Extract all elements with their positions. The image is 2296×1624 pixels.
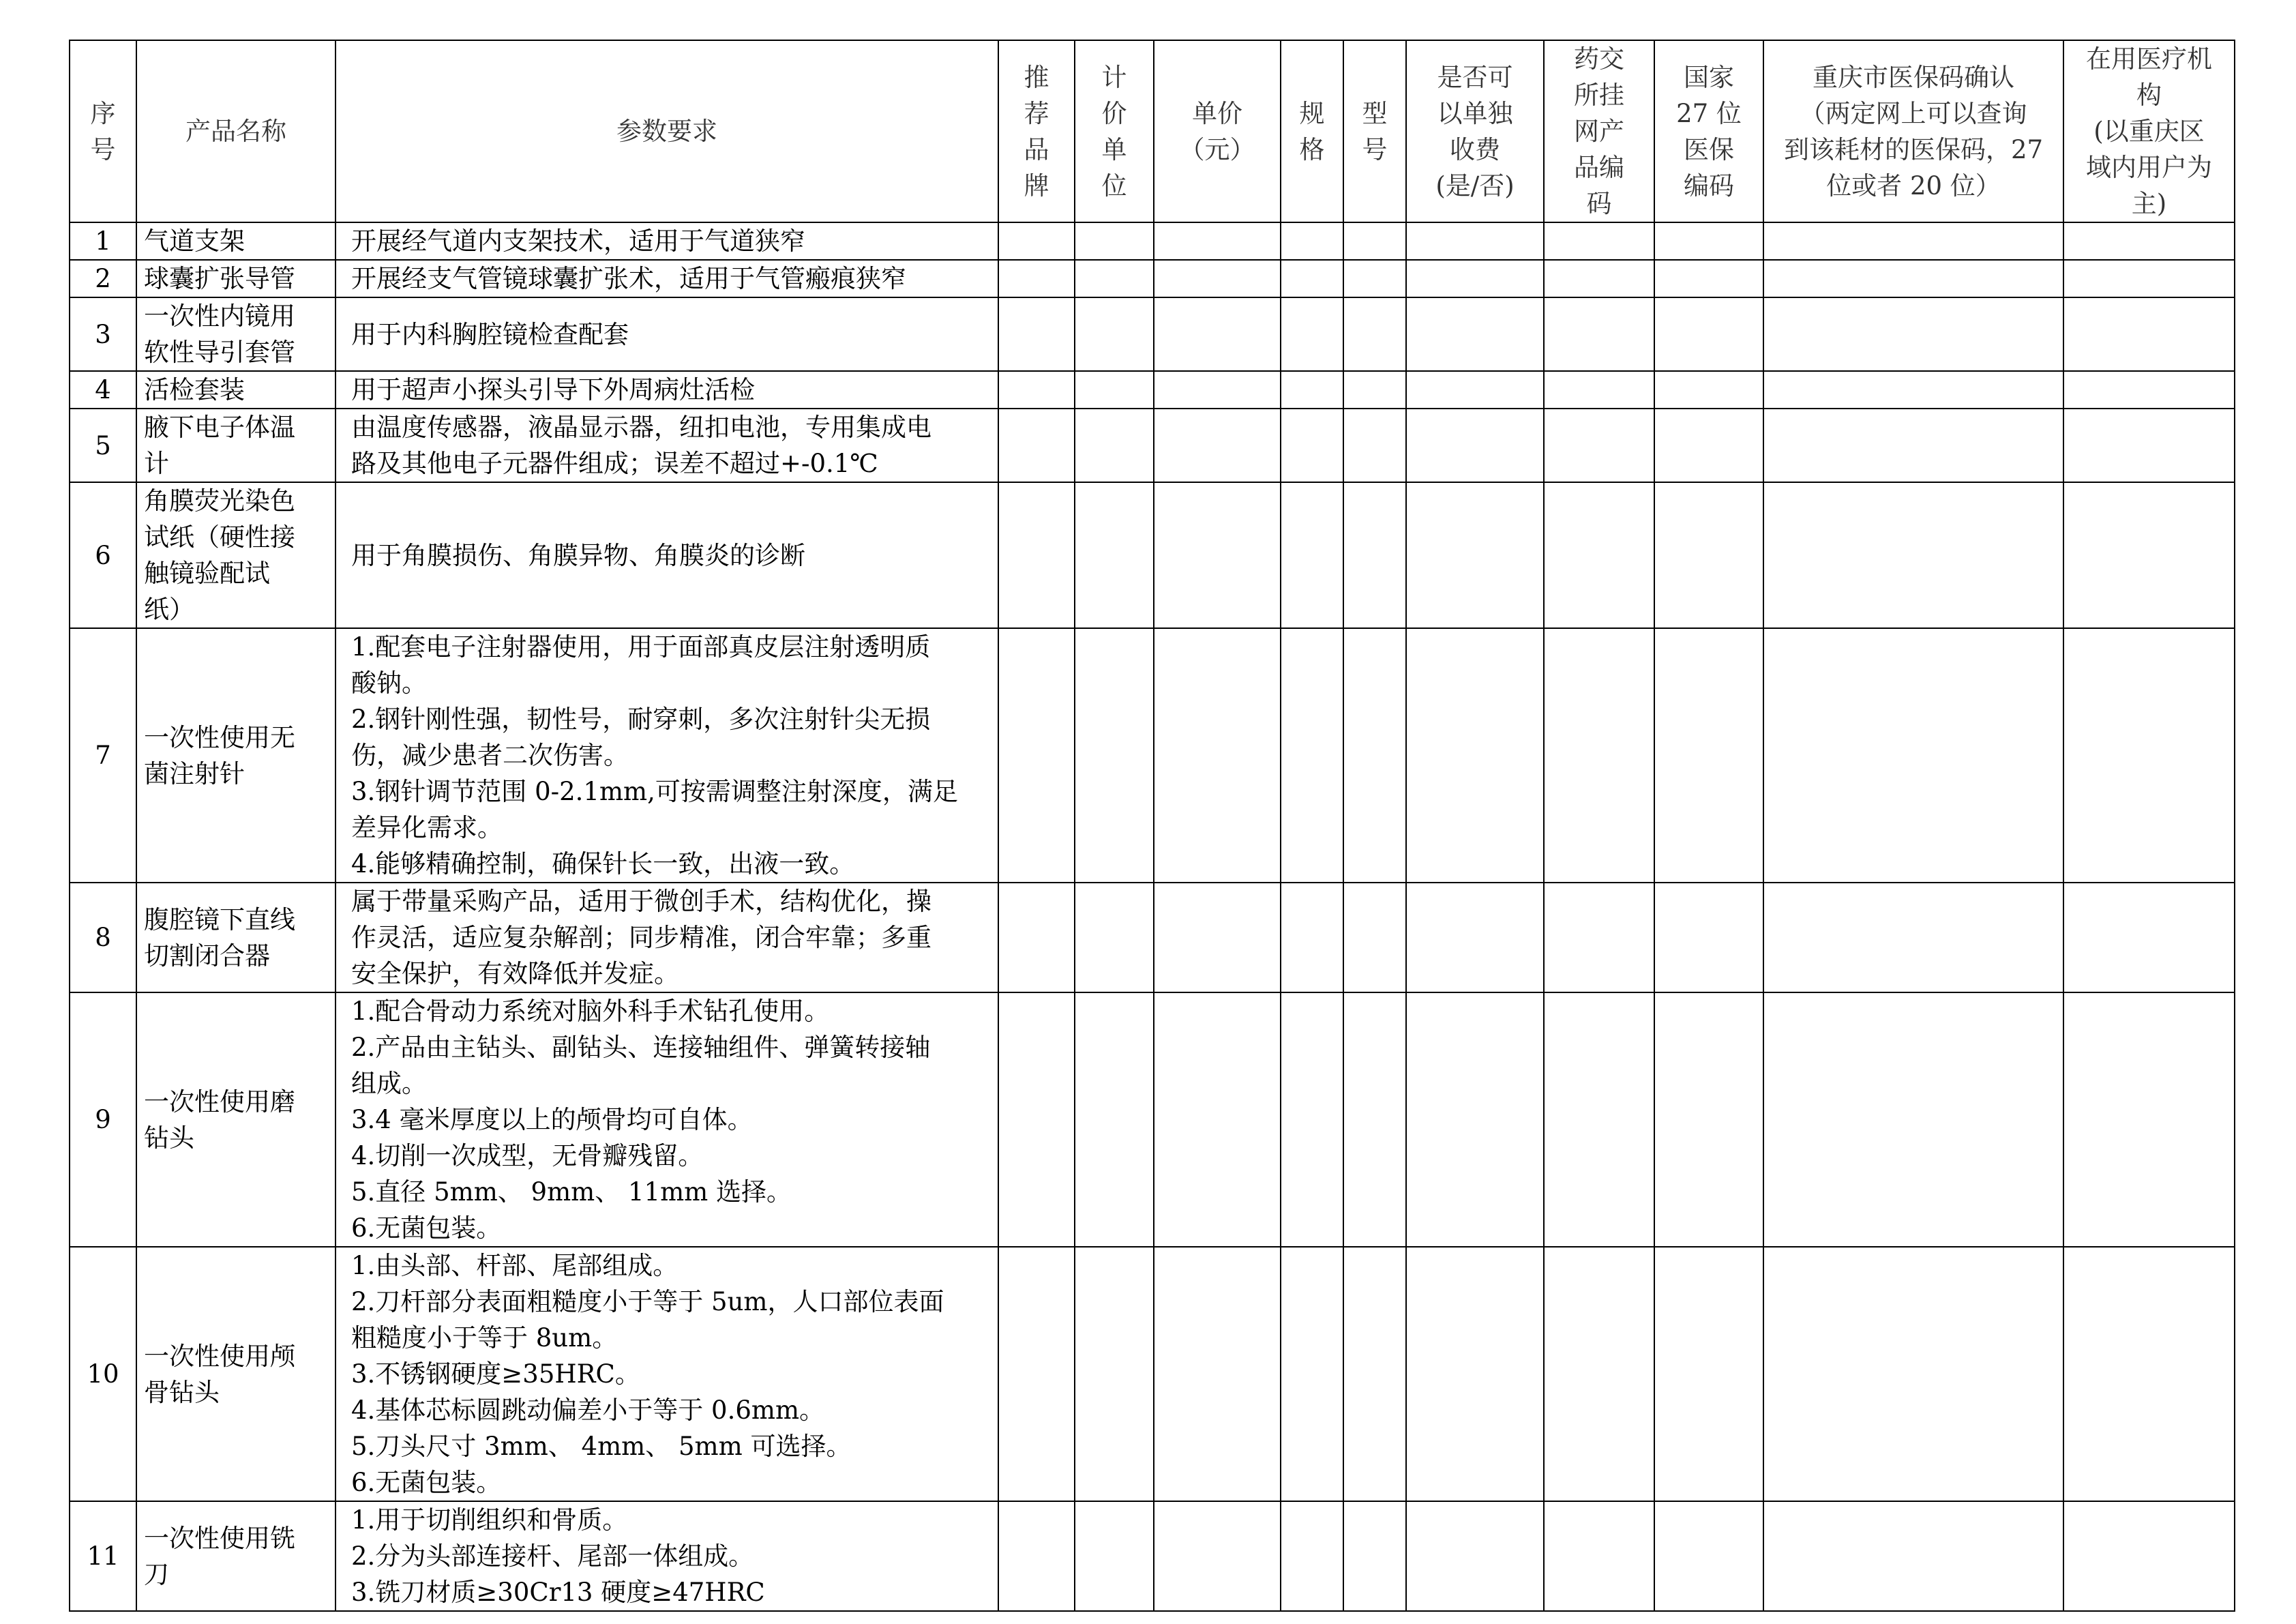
cell-separately-chargeable[interactable]: [1406, 883, 1544, 992]
row-seq: 5: [70, 409, 136, 482]
product-name-line: 刀: [144, 1559, 169, 1589]
cell-separately-chargeable[interactable]: [1406, 297, 1544, 371]
parameter-line: 用于超声小探头引导下外周病灶活检: [351, 375, 755, 404]
row-seq: 6: [70, 482, 136, 628]
cell-national-code[interactable]: [1654, 1501, 1763, 1611]
row-product-name: [136, 1247, 336, 1501]
parameter-line: 1.配套电子注射器使用，用于面部真皮层注射透明质: [351, 632, 931, 662]
cell-national-code[interactable]: [1654, 409, 1763, 482]
cell-medical-institutions[interactable]: [2063, 371, 2235, 409]
cell-model[interactable]: [1343, 482, 1406, 628]
header-line: 牌: [1024, 171, 1049, 201]
cell-unit-price[interactable]: [1154, 409, 1281, 482]
row-parameters: [336, 222, 998, 260]
header-medical-institutions: [2063, 40, 2235, 222]
row-parameters: [336, 883, 998, 992]
row-product-name: [136, 371, 336, 409]
cell-separately-chargeable[interactable]: [1406, 409, 1544, 482]
row-parameters: [336, 992, 998, 1247]
cell-national-code[interactable]: [1654, 260, 1763, 297]
table-row: [70, 1247, 2235, 1501]
header-line: 单价: [1192, 98, 1242, 128]
product-table-container: [69, 40, 2235, 1612]
product-name-line: 一次性使用无: [144, 722, 295, 752]
cell-pricing-unit[interactable]: [1075, 1501, 1154, 1611]
product-name-line: 切割闭合器: [144, 941, 270, 971]
cell-pricing-unit[interactable]: [1075, 297, 1154, 371]
cell-specification[interactable]: [1281, 992, 1343, 1247]
table-row: [70, 297, 2235, 371]
cell-medical-institutions[interactable]: [2063, 297, 2235, 371]
cell-recommended-brand[interactable]: [998, 260, 1075, 297]
cell-specification[interactable]: [1281, 628, 1343, 883]
cell-drug-exchange-code[interactable]: [1544, 1247, 1654, 1501]
cell-separately-chargeable[interactable]: [1406, 222, 1544, 260]
parameter-line: 6.无菌包装。: [351, 1468, 502, 1497]
cell-national-code[interactable]: [1654, 482, 1763, 628]
parameter-line: 3.铣刀材质≥30Cr13 硬度≥47HRC: [351, 1578, 765, 1607]
row-product-name: [136, 260, 336, 297]
cell-separately-chargeable[interactable]: [1406, 1501, 1544, 1611]
cell-medical-institutions[interactable]: [2063, 883, 2235, 992]
header-line: （两定网上可以查询: [1800, 98, 2027, 128]
cell-specification[interactable]: [1281, 371, 1343, 409]
cell-drug-exchange-code[interactable]: [1544, 409, 1654, 482]
header-line: 格: [1299, 134, 1325, 164]
cell-drug-exchange-code[interactable]: [1544, 883, 1654, 992]
header-line: 医保: [1684, 134, 1734, 164]
cell-separately-chargeable[interactable]: [1406, 371, 1544, 409]
cell-pricing-unit[interactable]: [1075, 222, 1154, 260]
cell-recommended-brand[interactable]: [998, 1247, 1075, 1501]
row-parameters: [336, 260, 998, 297]
cell-pricing-unit[interactable]: [1075, 628, 1154, 883]
parameter-line: 4.基体芯标圆跳动偏差小于等于 0.6mm。: [351, 1396, 825, 1425]
header-line: 构: [2136, 80, 2162, 110]
parameter-line: 2.分为头部连接杆、尾部一体组成。: [351, 1541, 754, 1571]
cell-unit-price[interactable]: [1154, 1501, 1281, 1611]
cell-model[interactable]: [1343, 883, 1406, 992]
row-parameters: [336, 628, 998, 883]
product-name-line: 一次性使用铣: [144, 1523, 295, 1553]
product-name-line: 菌注射针: [144, 758, 245, 788]
cell-medical-institutions[interactable]: [2063, 1247, 2235, 1501]
header-line: 编码: [1684, 171, 1734, 201]
header-line: 单: [1101, 134, 1127, 164]
cell-medical-institutions[interactable]: [2063, 628, 2235, 883]
header-line: 价: [1101, 98, 1127, 128]
cell-chongqing-code[interactable]: [1763, 297, 2063, 371]
cell-specification[interactable]: [1281, 297, 1343, 371]
header-line: 在用医疗机: [2086, 44, 2212, 74]
cell-national-code[interactable]: [1654, 883, 1763, 992]
cell-drug-exchange-code[interactable]: [1544, 628, 1654, 883]
parameter-line: 4.切削一次成型，无骨瓣残留。: [351, 1141, 704, 1170]
cell-pricing-unit[interactable]: [1075, 482, 1154, 628]
parameter-line: 3.4 毫米厚度以上的颅骨均可自体。: [351, 1105, 753, 1134]
cell-model[interactable]: [1343, 1247, 1406, 1501]
header-line: 到该耗材的医保码，27: [1783, 134, 2044, 164]
cell-drug-exchange-code[interactable]: [1544, 297, 1654, 371]
cell-medical-institutions[interactable]: [2063, 260, 2235, 297]
header-model: [1343, 40, 1406, 222]
cell-drug-exchange-code[interactable]: [1544, 992, 1654, 1247]
row-product-name: [136, 883, 336, 992]
parameter-line: 属于带量采购产品，适用于微创手术，结构优化，操: [351, 887, 931, 916]
table-row: [70, 371, 2235, 409]
parameter-line: 用于内科胸腔镜检查配套: [351, 319, 629, 349]
product-name-line: 计: [144, 449, 169, 478]
cell-medical-institutions[interactable]: [2063, 482, 2235, 628]
product-name-line: 一次性使用磨: [144, 1087, 295, 1117]
row-product-name: [136, 222, 336, 260]
cell-separately-chargeable[interactable]: [1406, 260, 1544, 297]
cell-chongqing-code[interactable]: [1763, 482, 2063, 628]
cell-model[interactable]: [1343, 628, 1406, 883]
header-line: 网产: [1574, 117, 1624, 146]
parameter-line: 酸钠。: [351, 668, 427, 698]
header-line: 参数要求: [616, 117, 717, 146]
header-line: 计: [1101, 62, 1127, 92]
cell-national-code[interactable]: [1654, 628, 1763, 883]
header-line: 所挂: [1574, 80, 1624, 110]
header-line: 号: [1362, 134, 1388, 164]
row-parameters: [336, 1501, 998, 1611]
table-row: [70, 883, 2235, 992]
parameter-line: 1.配合骨动力系统对脑外科手术钻孔使用。: [351, 996, 830, 1026]
parameter-line: 路及其他电子元器件组成；误差不超过+-0.1℃: [351, 449, 878, 478]
cell-medical-institutions[interactable]: [2063, 1501, 2235, 1611]
cell-model[interactable]: [1343, 222, 1406, 260]
header-line: 产品名称: [185, 117, 286, 146]
row-seq: 9: [70, 992, 136, 1247]
cell-pricing-unit[interactable]: [1075, 1247, 1154, 1501]
cell-separately-chargeable[interactable]: [1406, 482, 1544, 628]
cell-chongqing-code[interactable]: [1763, 883, 2063, 992]
header-line: 品编: [1574, 153, 1624, 182]
header-line: 码: [1586, 189, 1612, 218]
product-name-line: 软性导引套管: [144, 338, 295, 367]
table-row: [70, 222, 2235, 260]
cell-separately-chargeable[interactable]: [1406, 1247, 1544, 1501]
header-line: 是否可: [1437, 62, 1513, 92]
cell-national-code[interactable]: [1654, 992, 1763, 1247]
parameter-line: 5.直径 5mm、 9mm、 11mm 选择。: [351, 1177, 792, 1207]
cell-chongqing-code[interactable]: [1763, 260, 2063, 297]
parameter-line: 3.不锈钢硬度≥35HRC。: [351, 1359, 640, 1389]
cell-specification[interactable]: [1281, 1501, 1343, 1611]
parameter-line: 用于角膜损伤、角膜异物、角膜炎的诊断: [351, 540, 805, 570]
product-name-line: 一次性使用颅: [144, 1341, 295, 1371]
row-seq: 10: [70, 1247, 136, 1501]
product-name-line: 球囊扩张导管: [144, 264, 295, 293]
header-recommended-brand: [998, 40, 1075, 222]
header-line: 药交: [1574, 44, 1624, 74]
cell-medical-institutions[interactable]: [2063, 409, 2235, 482]
parameter-line: 4.能够精确控制，确保针长一致，出液一致。: [351, 849, 855, 879]
parameter-line: 由温度传感器，液晶显示器，纽扣电池，专用集成电: [351, 413, 931, 442]
row-parameters: [336, 409, 998, 482]
cell-national-code[interactable]: [1654, 222, 1763, 260]
header-line: 规: [1299, 98, 1325, 128]
parameter-line: 1.用于切削组织和骨质。: [351, 1505, 628, 1535]
header-line: （元）: [1179, 134, 1255, 164]
parameter-line: 1.由头部、杆部、尾部组成。: [351, 1251, 679, 1280]
header-parameters: [336, 40, 998, 222]
parameter-line: 伤，减少患者二次伤害。: [351, 741, 629, 770]
row-product-name: [136, 297, 336, 371]
cell-recommended-brand[interactable]: [998, 297, 1075, 371]
cell-pricing-unit[interactable]: [1075, 409, 1154, 482]
row-seq: 11: [70, 1501, 136, 1611]
cell-unit-price[interactable]: [1154, 628, 1281, 883]
cell-chongqing-code[interactable]: [1763, 371, 2063, 409]
header-line: 27 位: [1676, 98, 1742, 128]
cell-recommended-brand[interactable]: [998, 222, 1075, 260]
cell-specification[interactable]: [1281, 482, 1343, 628]
cell-unit-price[interactable]: [1154, 222, 1281, 260]
cell-separately-chargeable[interactable]: [1406, 992, 1544, 1247]
product-name-line: 气道支架: [144, 226, 245, 256]
header-line: 荐: [1024, 98, 1049, 128]
header-separately-chargeable: [1406, 40, 1544, 222]
parameter-line: 开展经支气管镜球囊扩张术，适用于气管瘢痕狭窄: [351, 264, 906, 293]
table-row: [70, 628, 2235, 883]
header-line: (是/否): [1435, 171, 1515, 201]
row-parameters: [336, 1247, 998, 1501]
cell-chongqing-code[interactable]: [1763, 1247, 2063, 1501]
header-national-code: [1654, 40, 1763, 222]
header-line: 收费: [1450, 134, 1500, 164]
parameter-line: 差异化需求。: [351, 813, 503, 842]
cell-model[interactable]: [1343, 371, 1406, 409]
row-parameters: [336, 297, 998, 371]
table-body: [70, 222, 2235, 1611]
header-drug-exchange-code: [1544, 40, 1654, 222]
cell-unit-price[interactable]: [1154, 371, 1281, 409]
row-product-name: [136, 482, 336, 628]
cell-chongqing-code[interactable]: [1763, 409, 2063, 482]
cell-unit-price[interactable]: [1154, 482, 1281, 628]
product-requirements-table: [69, 40, 2235, 1612]
table-row: [70, 260, 2235, 297]
product-name-line: 一次性内镜用: [144, 301, 295, 331]
table-row: [70, 409, 2235, 482]
table-row: [70, 482, 2235, 628]
cell-drug-exchange-code[interactable]: [1544, 482, 1654, 628]
header-line: 国家: [1684, 62, 1734, 92]
cell-medical-institutions[interactable]: [2063, 222, 2235, 260]
cell-recommended-brand[interactable]: [998, 1501, 1075, 1611]
cell-medical-institutions[interactable]: [2063, 992, 2235, 1247]
row-seq: 1: [70, 222, 136, 260]
row-seq: 2: [70, 260, 136, 297]
row-seq: 3: [70, 297, 136, 371]
parameter-line: 组成。: [351, 1069, 427, 1098]
cell-unit-price[interactable]: [1154, 1247, 1281, 1501]
header-line: 型: [1362, 98, 1388, 128]
parameter-line: 作灵活，适应复杂解剖；同步精准，闭合牢靠；多重: [351, 923, 931, 952]
parameter-line: 开展经气道内支架技术，适用于气道狭窄: [351, 226, 805, 256]
cell-specification[interactable]: [1281, 409, 1343, 482]
table-row: [70, 1501, 2235, 1611]
row-seq: 4: [70, 371, 136, 409]
cell-chongqing-code[interactable]: [1763, 628, 2063, 883]
cell-chongqing-code[interactable]: [1763, 222, 2063, 260]
product-name-line: 腹腔镜下直线: [144, 904, 295, 934]
header-seq: [70, 40, 136, 222]
cell-unit-price[interactable]: [1154, 260, 1281, 297]
row-product-name: [136, 1501, 336, 1611]
product-name-line: 试纸（硬性接: [144, 522, 295, 552]
header-line: 推: [1024, 62, 1049, 92]
cell-drug-exchange-code[interactable]: [1544, 1501, 1654, 1611]
cell-recommended-brand[interactable]: [998, 371, 1075, 409]
cell-pricing-unit[interactable]: [1075, 883, 1154, 992]
cell-specification[interactable]: [1281, 260, 1343, 297]
product-name-line: 钻头: [144, 1123, 194, 1153]
cell-drug-exchange-code[interactable]: [1544, 260, 1654, 297]
cell-chongqing-code[interactable]: [1763, 992, 2063, 1247]
parameter-line: 粗糙度小于等于 8um。: [351, 1323, 618, 1353]
header-line: 品: [1024, 134, 1049, 164]
cell-recommended-brand[interactable]: [998, 409, 1075, 482]
product-name-line: 触镜验配试: [144, 559, 270, 588]
row-parameters: [336, 371, 998, 409]
row-product-name: [136, 409, 336, 482]
cell-specification[interactable]: [1281, 883, 1343, 992]
row-product-name: [136, 992, 336, 1247]
cell-model[interactable]: [1343, 260, 1406, 297]
cell-recommended-brand[interactable]: [998, 482, 1075, 628]
cell-drug-exchange-code[interactable]: [1544, 371, 1654, 409]
parameter-line: 3.钢针调节范围 0-2.1mm,可按需调整注射深度，满足: [351, 777, 958, 806]
cell-national-code[interactable]: [1654, 297, 1763, 371]
cell-pricing-unit[interactable]: [1075, 260, 1154, 297]
table-row: [70, 992, 2235, 1247]
cell-specification[interactable]: [1281, 1247, 1343, 1501]
header-pricing-unit: [1075, 40, 1154, 222]
cell-specification[interactable]: [1281, 222, 1343, 260]
header-line: 域内用户为: [2086, 153, 2212, 182]
parameter-line: 2.刀杆部分表面粗糙度小于等于 5um，人口部位表面: [351, 1287, 944, 1316]
header-specification: [1281, 40, 1343, 222]
product-name-line: 纸）: [144, 595, 194, 624]
parameter-line: 5.刀头尺寸 3mm、 4mm、 5mm 可选择。: [351, 1432, 852, 1461]
cell-unit-price[interactable]: [1154, 883, 1281, 992]
header-line: 主): [2131, 189, 2167, 218]
cell-model[interactable]: [1343, 409, 1406, 482]
cell-national-code[interactable]: [1654, 371, 1763, 409]
cell-model[interactable]: [1343, 992, 1406, 1247]
product-name-line: 活检套装: [144, 375, 245, 404]
row-parameters: [336, 482, 998, 628]
product-name-line: 角膜荧光染色: [144, 486, 295, 516]
cell-separately-chargeable[interactable]: [1406, 628, 1544, 883]
cell-model[interactable]: [1343, 297, 1406, 371]
cell-national-code[interactable]: [1654, 1247, 1763, 1501]
cell-recommended-brand[interactable]: [998, 992, 1075, 1247]
header-product-name: [136, 40, 336, 222]
header-line: 以单独: [1437, 98, 1513, 128]
product-name-line: 腋下电子体温: [144, 413, 295, 442]
header-line: 位: [1101, 171, 1127, 201]
row-seq: 7: [70, 628, 136, 883]
header-line: 位或者 20 位）: [1826, 171, 2001, 201]
parameter-line: 2.产品由主钻头、副钻头、连接轴组件、弹簧转接轴: [351, 1033, 931, 1062]
cell-pricing-unit[interactable]: [1075, 992, 1154, 1247]
product-name-line: 骨钻头: [144, 1377, 220, 1407]
header-line: 号: [90, 134, 116, 164]
cell-chongqing-code[interactable]: [1763, 1501, 2063, 1611]
parameter-line: 6.无菌包装。: [351, 1213, 502, 1243]
header-line: (以重庆区: [2093, 117, 2205, 146]
cell-drug-exchange-code[interactable]: [1544, 222, 1654, 260]
table-header-row: [70, 40, 2235, 222]
header-unit-price: [1154, 40, 1281, 222]
cell-recommended-brand[interactable]: [998, 883, 1075, 992]
row-product-name: [136, 628, 336, 883]
cell-model[interactable]: [1343, 1501, 1406, 1611]
header-chongqing-code: [1763, 40, 2063, 222]
header-line: 重庆市医保码确认: [1813, 62, 2014, 92]
row-seq: 8: [70, 883, 136, 992]
header-line: 序: [90, 98, 116, 128]
cell-unit-price[interactable]: [1154, 992, 1281, 1247]
parameter-line: 安全保护，有效降低并发症。: [351, 959, 679, 988]
cell-unit-price[interactable]: [1154, 297, 1281, 371]
cell-pricing-unit[interactable]: [1075, 371, 1154, 409]
parameter-line: 2.钢针刚性强，韧性号，耐穿刺，多次注射针尖无损: [351, 705, 931, 734]
cell-recommended-brand[interactable]: [998, 628, 1075, 883]
